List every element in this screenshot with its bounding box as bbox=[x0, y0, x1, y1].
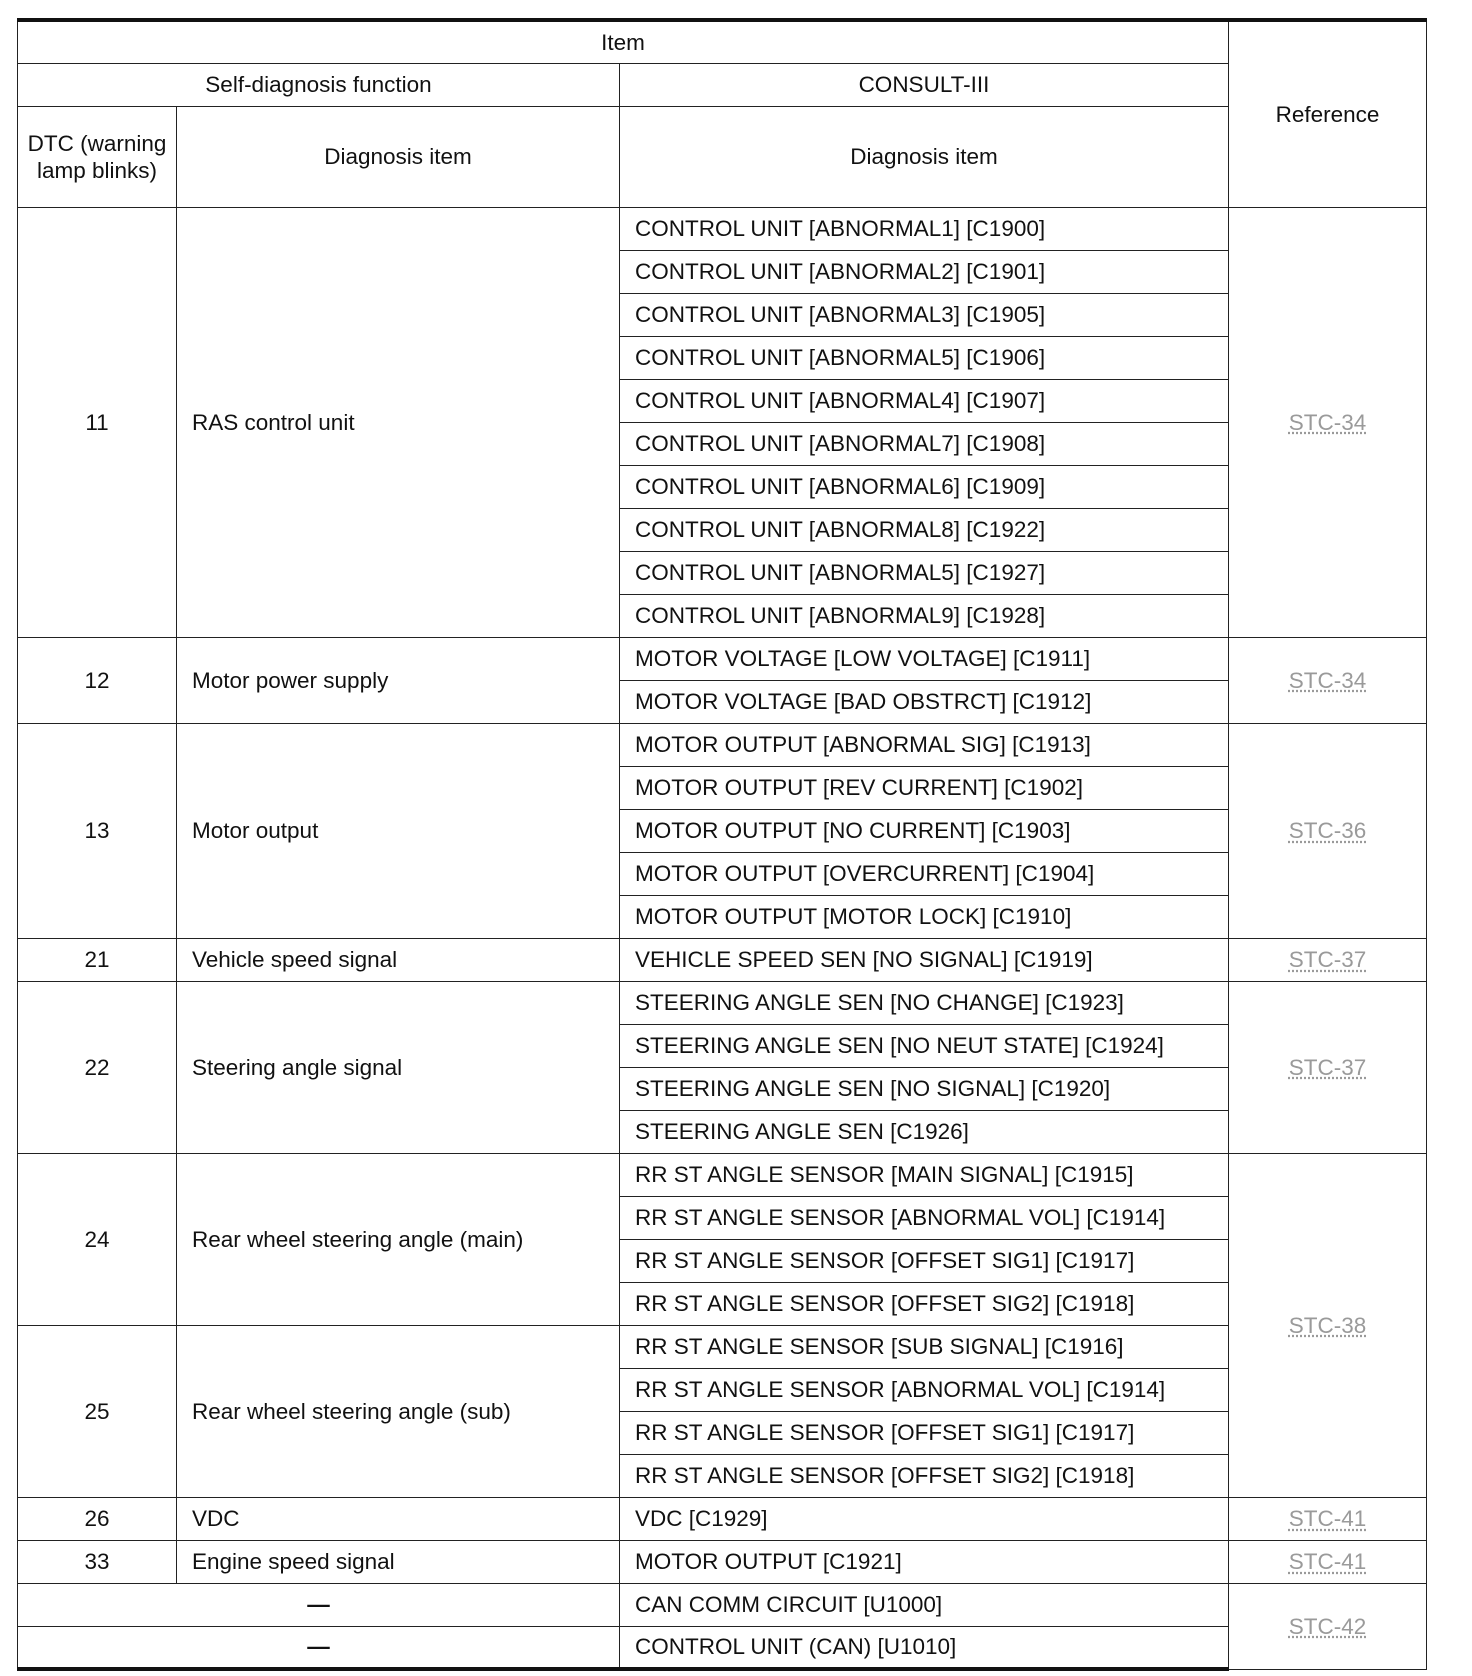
item-header: Item bbox=[18, 20, 1229, 63]
consult-item: CONTROL UNIT [ABNORMAL1] [C1900] bbox=[620, 207, 1229, 250]
reference-cell bbox=[1229, 1583, 1427, 1669]
diagnosis-item: Steering angle signal bbox=[177, 981, 620, 1153]
consult-item: RR ST ANGLE SENSOR [ABNORMAL VOL] [C1914] bbox=[620, 1196, 1229, 1239]
reference-link[interactable]: STC-37 bbox=[1288, 1054, 1367, 1080]
consult-item: RR ST ANGLE SENSOR [MAIN SIGNAL] [C1915] bbox=[620, 1153, 1229, 1196]
consult-item: CONTROL UNIT [ABNORMAL5] [C1906] bbox=[620, 336, 1229, 379]
reference-link[interactable]: STC-34 bbox=[1288, 667, 1367, 693]
consult-item: STEERING ANGLE SEN [NO SIGNAL] [C1920] bbox=[620, 1067, 1229, 1110]
consult-item: RR ST ANGLE SENSOR [OFFSET SIG2] [C1918] bbox=[620, 1282, 1229, 1325]
reference-cell bbox=[1229, 938, 1427, 981]
dtc-code: 11 bbox=[18, 207, 177, 637]
consult-item: RR ST ANGLE SENSOR [ABNORMAL VOL] [C1914] bbox=[620, 1368, 1229, 1411]
consult-item: CAN COMM CIRCUIT [U1000] bbox=[620, 1583, 1229, 1626]
consult-item: MOTOR VOLTAGE [LOW VOLTAGE] [C1911] bbox=[620, 637, 1229, 680]
reference-cell bbox=[1229, 207, 1427, 637]
reference-cell bbox=[1229, 1540, 1427, 1583]
dtc-code: 22 bbox=[18, 981, 177, 1153]
reference-cell bbox=[1229, 637, 1427, 723]
dtc-index-table bbox=[17, 18, 1427, 1671]
consult-item: CONTROL UNIT [ABNORMAL8] [C1922] bbox=[620, 508, 1229, 551]
reference-link[interactable]: STC-38 bbox=[1288, 1312, 1367, 1338]
consult-item: VDC [C1929] bbox=[620, 1497, 1229, 1540]
diagnosis-item: RAS control unit bbox=[177, 207, 620, 637]
reference-link[interactable]: STC-36 bbox=[1288, 818, 1367, 843]
dtc-code: 33 bbox=[18, 1540, 177, 1583]
reference-cell bbox=[1229, 1153, 1427, 1497]
diagnosis-item: VDC bbox=[177, 1497, 620, 1540]
reference-link[interactable]: STC-37 bbox=[1288, 947, 1367, 972]
consult-item: MOTOR OUTPUT [MOTOR LOCK] [C1910] bbox=[620, 895, 1229, 938]
consult-item: CONTROL UNIT [ABNORMAL7] [C1908] bbox=[620, 422, 1229, 465]
consult-item: CONTROL UNIT [ABNORMAL2] [C1901] bbox=[620, 250, 1229, 293]
dtc-code: 25 bbox=[18, 1325, 177, 1497]
consult-item: CONTROL UNIT [ABNORMAL4] [C1907] bbox=[620, 379, 1229, 422]
consult-item: CONTROL UNIT [ABNORMAL6] [C1909] bbox=[620, 465, 1229, 508]
self-diagnosis-header: Self-diagnosis function bbox=[18, 63, 620, 106]
dtc-dash: — bbox=[18, 1583, 620, 1626]
consult-item: RR ST ANGLE SENSOR [OFFSET SIG1] [C1917] bbox=[620, 1239, 1229, 1282]
reference-header: Reference bbox=[1229, 20, 1427, 207]
consult-item: STEERING ANGLE SEN [NO CHANGE] [C1923] bbox=[620, 981, 1229, 1024]
dtc-code: 21 bbox=[18, 938, 177, 981]
diagnosis-item-header-right: Diagnosis item bbox=[620, 106, 1229, 207]
reference-cell bbox=[1229, 1497, 1427, 1540]
reference-cell bbox=[1229, 723, 1427, 938]
consult-item: MOTOR OUTPUT [REV CURRENT] [C1902] bbox=[620, 766, 1229, 809]
consult-item: MOTOR OUTPUT [NO CURRENT] [C1903] bbox=[620, 809, 1229, 852]
diagnosis-item: Vehicle speed signal bbox=[177, 938, 620, 981]
diagnosis-item: Rear wheel steering angle (main) bbox=[177, 1153, 620, 1325]
diagnosis-item: Motor output bbox=[177, 723, 620, 938]
consult-item: RR ST ANGLE SENSOR [OFFSET SIG2] [C1918] bbox=[620, 1454, 1229, 1497]
consult-item: RR ST ANGLE SENSOR [OFFSET SIG1] [C1917] bbox=[620, 1411, 1229, 1454]
consult-item: STEERING ANGLE SEN [NO NEUT STATE] [C1924] bbox=[620, 1024, 1229, 1067]
consult-item: VEHICLE SPEED SEN [NO SIGNAL] [C1919] bbox=[620, 938, 1229, 981]
consult-item: CONTROL UNIT [ABNORMAL9] [C1928] bbox=[620, 594, 1229, 637]
diagnosis-item-header-left: Diagnosis item bbox=[177, 106, 620, 207]
dtc-dash: — bbox=[18, 1626, 620, 1669]
dtc-column-header: DTC (warning lamp blinks) bbox=[18, 106, 177, 207]
dtc-code: 24 bbox=[18, 1153, 177, 1325]
dtc-code: 26 bbox=[18, 1497, 177, 1540]
consult-item: CONTROL UNIT (CAN) [U1010] bbox=[620, 1626, 1229, 1669]
reference-link[interactable]: STC-34 bbox=[1288, 409, 1367, 435]
consult-item: MOTOR VOLTAGE [BAD OBSTRCT] [C1912] bbox=[620, 680, 1229, 723]
consult-item: CONTROL UNIT [ABNORMAL5] [C1927] bbox=[620, 551, 1229, 594]
consult-item: MOTOR OUTPUT [C1921] bbox=[620, 1540, 1229, 1583]
diagnosis-item: Motor power supply bbox=[177, 637, 620, 723]
consult-item: RR ST ANGLE SENSOR [SUB SIGNAL] [C1916] bbox=[620, 1325, 1229, 1368]
consult-item: CONTROL UNIT [ABNORMAL3] [C1905] bbox=[620, 293, 1229, 336]
diagnosis-item: Engine speed signal bbox=[177, 1540, 620, 1583]
reference-link[interactable]: STC-42 bbox=[1288, 1613, 1367, 1639]
diagnosis-item: Rear wheel steering angle (sub) bbox=[177, 1325, 620, 1497]
consult-item: MOTOR OUTPUT [ABNORMAL SIG] [C1913] bbox=[620, 723, 1229, 766]
dtc-code: 12 bbox=[18, 637, 177, 723]
dtc-code: 13 bbox=[18, 723, 177, 938]
consult-header: CONSULT-III bbox=[620, 63, 1229, 106]
reference-link[interactable]: STC-41 bbox=[1288, 1506, 1367, 1531]
reference-link[interactable]: STC-41 bbox=[1288, 1549, 1367, 1574]
consult-item: STEERING ANGLE SEN [C1926] bbox=[620, 1110, 1229, 1153]
reference-cell bbox=[1229, 981, 1427, 1153]
consult-item: MOTOR OUTPUT [OVERCURRENT] [C1904] bbox=[620, 852, 1229, 895]
